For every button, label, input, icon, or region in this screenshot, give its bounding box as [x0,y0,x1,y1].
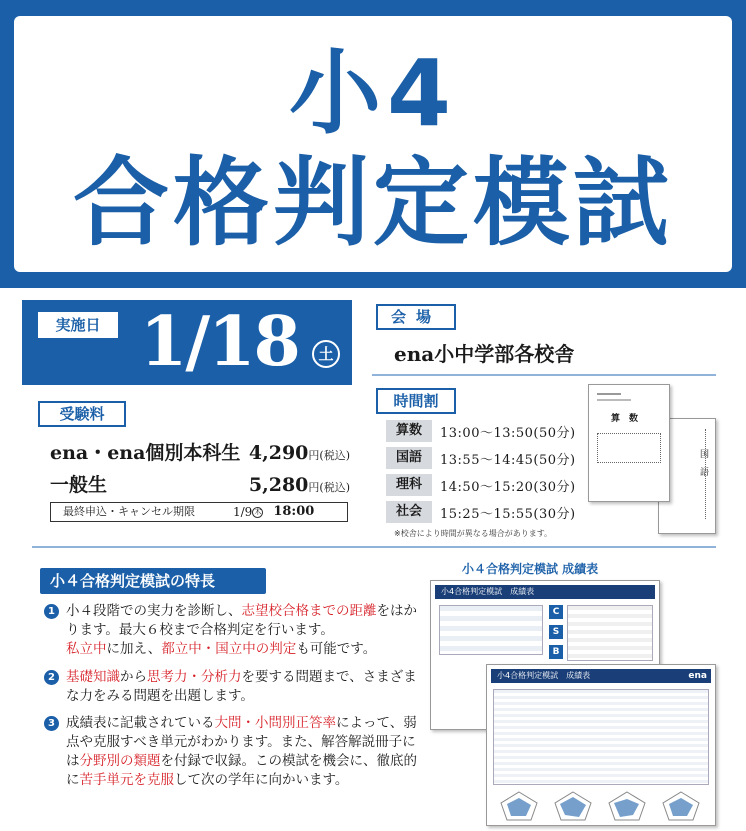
timetable-row [386,447,576,469]
venue-label: 会場 [376,304,456,330]
fee-row-general [50,470,350,497]
timetable-row [386,501,576,523]
deadline-date: 1/9 木 [233,505,262,519]
report-title: 小４合格判定模試 成績表 [462,562,599,576]
subject: 算数 [386,420,432,442]
time: 13:00〜13:50(50分) [440,425,576,441]
exam-sheet-math [588,384,670,502]
subject: 国語 [386,447,432,469]
feature-number: 3 [44,716,59,731]
radar-charts [493,789,709,823]
report-header: 小4合格判定模試 成績表 [491,669,711,683]
grade-badge: B [549,645,563,659]
feature-text: 小４段階での実力を診断し、志望校合格までの距離をはかります。最大６校まで合格判定を行います。 私立中に加え、都立中・国立中の判定も可能です。 [66,603,417,657]
venue-value: ena小中学部各校舎 [394,342,575,366]
title-line1: 小4 [288,40,457,147]
grade-badge: S [549,625,563,639]
date-box [22,300,352,385]
feature-item-3 [44,714,424,790]
feature-item-2 [44,668,424,706]
time: 15:25〜15:55(30分) [440,506,576,522]
fee-name: 一般生 [50,474,108,496]
timetable-label: 時間割 [376,388,456,414]
feature-number: 2 [44,670,59,685]
deadline-time: 18:00 [273,504,315,519]
subject: 理科 [386,474,432,496]
features-title: 小４合格判定模試の特長 [40,568,266,594]
report-sheet-front [486,664,716,826]
fee-name: ena・ena個別本科生 [50,442,241,464]
sheet-box [597,433,661,463]
report-table [567,605,653,661]
feature-text: 基礎知識から思考力・分析力を要する問題まで、さまざまな力をみる問題を出題します。 [66,669,417,704]
time: 13:55〜14:45(50分) [440,452,576,468]
sheet-title: 国 語 [698,449,708,476]
subject: 社会 [386,501,432,523]
title-line2: 合格判定模試 [73,147,673,259]
sheet-line [597,399,631,401]
sheet-title: 算 数 [611,414,639,424]
fee-price: 4,290円(税込) [248,442,350,464]
report-header: 小4合格判定模試 成績表 [435,585,655,599]
report-table [439,605,543,655]
grade-badge: C [549,605,563,619]
time: 14:50〜15:20(30分) [440,479,576,495]
deadline-weekday: 木 [254,508,262,516]
feature-item-1 [44,602,424,659]
fee-label: 受験料 [38,401,126,427]
timetable-note: ※校舎により時間が異なる場合があります。 [394,529,553,538]
date-weekday: 土 [312,340,340,368]
header-banner [0,0,746,288]
deadline-box [50,502,348,522]
divider [32,546,716,548]
timetable-row [386,420,576,442]
feature-text: 成績表に記載されている大問・小問別正答率によって、弱点や克服すべき単元がわかります。また、解答解説冊子には分野別の類題を付録で収録。この模試を機会に、徹底的に苦手単元を克服して次の学年に向かいます。 [66,715,417,788]
fee-row-member [50,438,350,465]
date-label: 実施日 [38,312,118,338]
sheet-lines [705,429,709,519]
timetable-row [386,474,576,496]
fee-price: 5,280円(税込) [248,474,350,496]
header-panel [14,16,732,272]
deadline-label: 最終申込・キャンセル期限 [63,505,195,518]
date-value: 1/18 [140,302,299,382]
divider [372,374,716,376]
sheet-line [597,393,621,395]
brand-logo: ena [688,671,707,681]
report-table [493,689,709,785]
feature-number: 1 [44,604,59,619]
